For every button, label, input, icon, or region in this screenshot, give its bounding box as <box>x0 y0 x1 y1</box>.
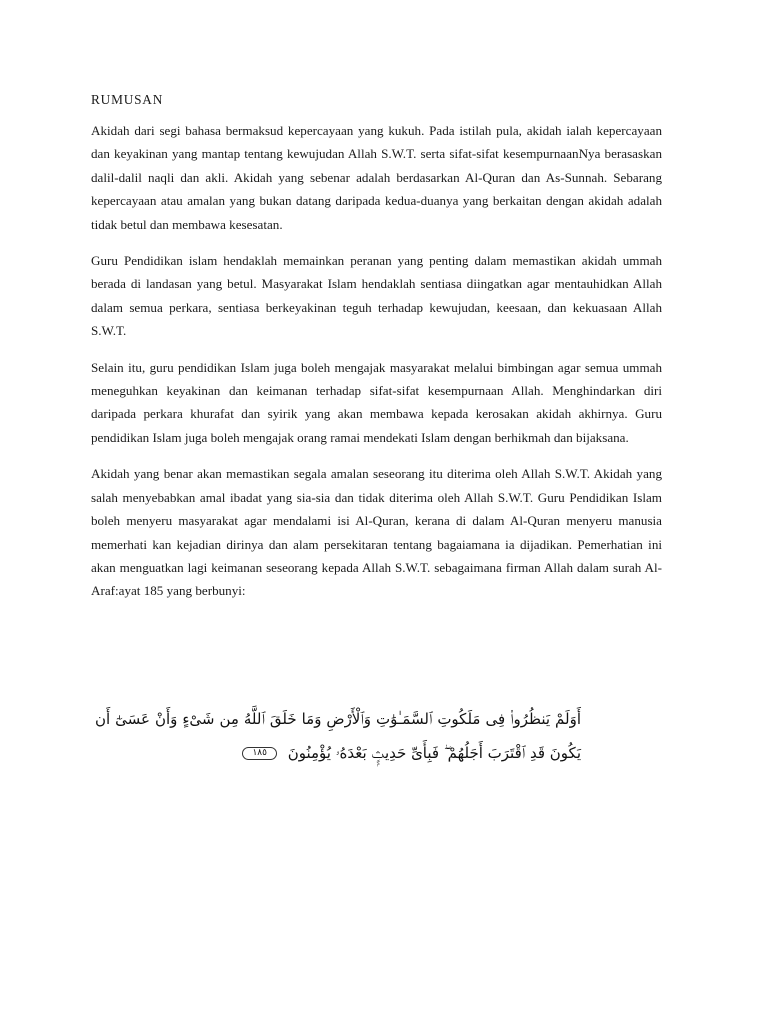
quran-verse <box>95 702 581 770</box>
paragraph-akidah-definition: Akidah dari segi bahasa bermaksud kepercayaan yang kukuh. Pada istilah pula, akidah ialah kepercayaan dan keyakinan yang mantap tentang kewujudan Allah S.W.T. serta sifat-sifat kesempurnaanNya berasaskan dalil-dalil naqli dan akli. Akidah yang sebenar adalah berdasarkan Al-Quran dan As-Sunnah. Sebarang kepercayaan atau amalan yang bukan datang daripada kedua-duanya yang berkaitan dengan akidah adalah tidak betul dan membawa kesesatan. <box>91 123 662 232</box>
paragraph-teacher-role: Guru Pendidikan islam hendaklah memainkan peranan yang penting dalam memastikan akidah ummah berada di landasan yang betul. Masyarakat Islam hendaklah sentiasa diingatkan agar mentauhidkan Allah dalam semua perkara, sentiasa berkeyakinan teguh terhadap kewujudan, keesaan, dan kekuasaan Allah S.W.T. <box>91 253 662 339</box>
ayah-number-marker: ١٨٥ <box>242 747 277 760</box>
verse-text: أَوَلَمْ يَنظُرُوا۟ فِى مَلَكُوتِ ٱلسَّمَـٰوَٰتِ وَٱلْأَرْضِ وَمَا خَلَقَ ٱللَّهُ مِن شَىْءٍ وَأَنْ عَسَىٰٓ أَن يَكُونَ قَدِ ٱقْتَرَبَ أَجَلُهُمْ ۖ فَبِأَىِّ حَدِيثٍۭ بَعْدَهُۥ يُؤْمِنُونَ <box>95 710 581 762</box>
paragraph-correct-akidah: Akidah yang benar akan memastikan segala amalan seseorang itu diterima oleh Allah S.W.T. Akidah yang salah menyebabkan amal ibadat yang sia-sia dan tidak diterima oleh Allah S.W.T. Guru Pendidikan Islam boleh menyeru masyarakat agar mendalami isi Al-Quran, kerana di dalam Al-Quran menyeru manusia memerhati kan kejadian dirinya dan alam persekitaran tentang bagaiamana ia dijadikan. Pemerhatian ini akan menguatkan lagi keimanan seseorang kepada Allah S.W.T. sebagaimana firman Allah dalam surah Al-Araf:ayat 185 yang berbunyi: <box>91 466 662 599</box>
section-heading: RUMUSAN <box>91 92 164 107</box>
paragraph-guidance: Selain itu, guru pendidikan Islam juga boleh mengajak masyarakat melalui bimbingan agar semua ummah meneguhkan keyakinan dan keimanan terhadap sifat-sifat kesempurnaan Allah. Menghindarkan diri daripada perkara khurafat dan syirik yang akan membawa kepada kerosakan akidah akhirnya. Guru pendidikan Islam juga boleh mengajak orang ramai mendekati Islam dengan berhikmah dan bijaksana. <box>91 359 662 445</box>
document-page <box>91 89 662 616</box>
